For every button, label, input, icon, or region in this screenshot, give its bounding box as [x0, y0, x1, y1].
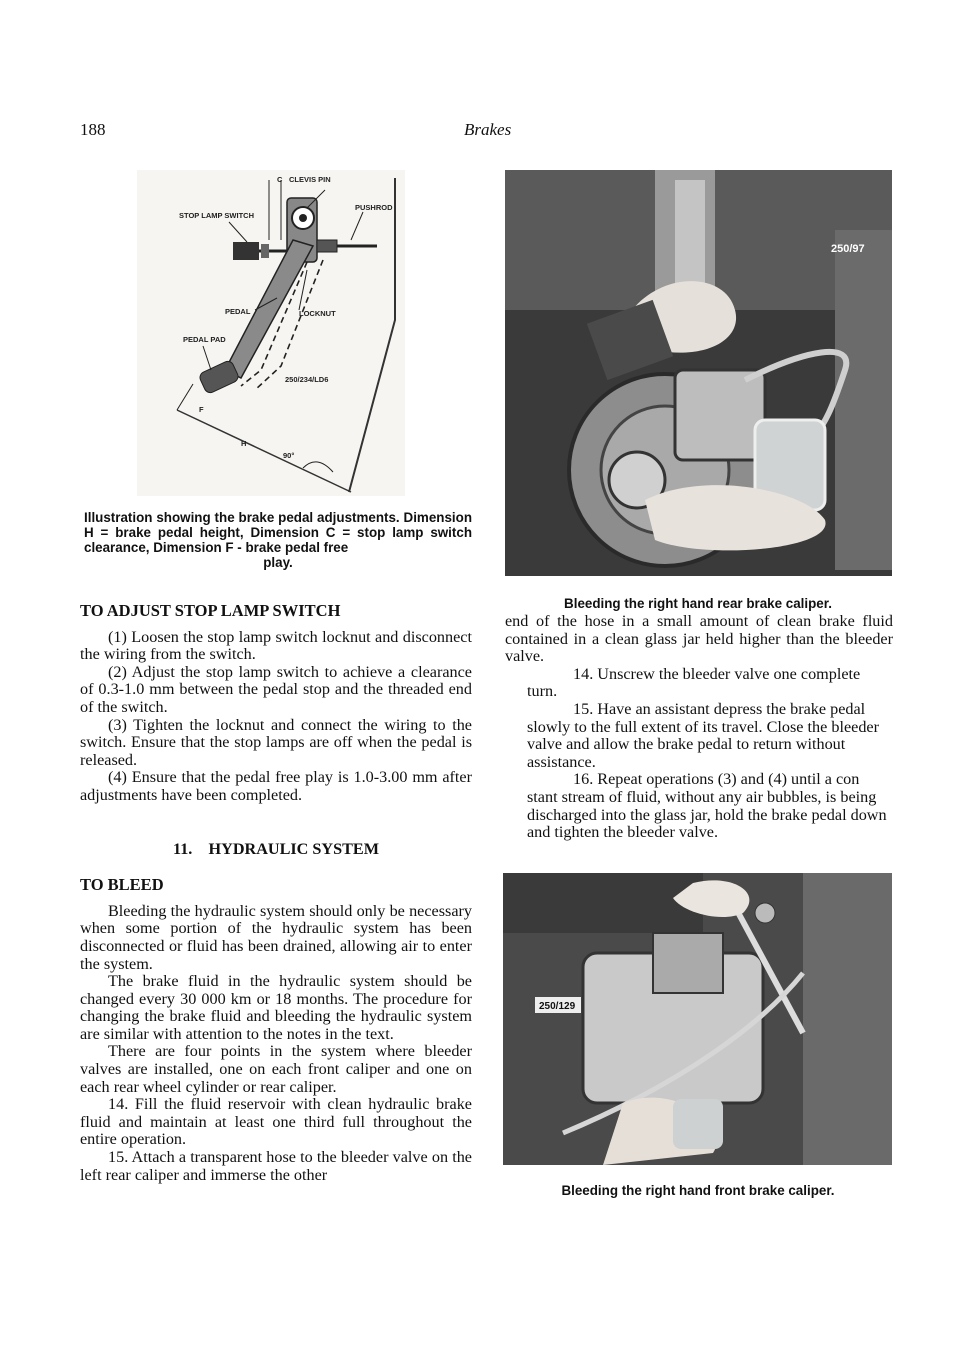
- pushrod-label: PUSHROD: [355, 203, 393, 212]
- bleed-continuation: end of the hose in a small amount of clean brake fluid contained in a clean glass jar held higher than the bleeder valve.: [505, 612, 893, 666]
- bleed-paragraph-1: Bleeding the hydraulic system should only be necessary when some portion of the hydraulic system has been disconnected or fluid has been drained, allowing air to enter the system.: [80, 901, 472, 973]
- pedal-caption-text: Illustration showing the brake pedal adjustments. Dimension H = brake pedal height, Dimension C = stop lamp switch clearance, Dimension F - brake pedal free: [84, 510, 472, 555]
- bleed-step-14: 14. Fill the fluid reservoir with clean hydraulic brake fluid and maintain at least one third full throughout the entire operation.: [80, 1095, 472, 1149]
- stop-lamp-heading: TO ADJUST STOP LAMP SWITCH: [80, 601, 341, 620]
- locknut-label: LOCKNUT: [299, 309, 336, 318]
- clevis-pin-label: CLEVIS PIN: [289, 175, 331, 184]
- dim-c-label: C: [277, 175, 283, 184]
- bleed-paragraph-3: There are four points in the system where bleeder valves are installed, one on each front caliper and one on each rear wheel cylinder or rear caliper.: [80, 1042, 472, 1096]
- pedal-label: PEDAL: [225, 307, 251, 316]
- left-column: [80, 602, 472, 1184]
- rear-caliper-photo: [505, 170, 892, 576]
- dim-h-label: H: [241, 439, 247, 448]
- bleed-step-16: 16. Repeat operations (3) and (4) until a con stant stream of fluid, without any air bubbles, is being discharged into the glass jar, hold the brake pedal down and tighten the bleeder valve.: [527, 770, 887, 842]
- front-photo-ref: 250/129: [539, 1001, 576, 1012]
- bleed-subheading: TO BLEED: [80, 875, 164, 895]
- front-caliper-caption: Bleeding the right hand front brake caliper.: [561, 1183, 835, 1198]
- right-column: [505, 613, 893, 842]
- stop-lamp-step-4: (4) Ensure that the pedal free play is 1.0-3.00 mm after adjustments have been completed.: [80, 768, 472, 804]
- page-number: 188: [80, 120, 106, 139]
- pedal-figure-caption: [84, 510, 472, 570]
- dim-f-label: F: [199, 405, 204, 414]
- pedal-pad-label: PEDAL PAD: [183, 335, 226, 344]
- pedal-diagram: [137, 170, 405, 496]
- diagram-ref-label: 250/234/LD6: [285, 375, 329, 384]
- running-title: Brakes: [464, 120, 512, 139]
- rear-photo-ref: 250/97: [831, 243, 865, 255]
- section-title: HYDRAULIC SYSTEM: [208, 839, 379, 858]
- pedal-caption-last-line: play.: [263, 555, 293, 570]
- stop-lamp-step-2: (2) Adjust the stop lamp switch to achieve a clearance of 0.3-1.0 mm between the pedal stop and the threaded end of the switch.: [80, 662, 472, 716]
- stop-lamp-switch-label: STOP LAMP SWITCH: [179, 211, 255, 220]
- angle-label: 90°: [283, 451, 295, 460]
- section-number: 11: [173, 839, 189, 858]
- stop-lamp-step-1: (1) Loosen the stop lamp switch locknut and disconnect the wiring from the switch.: [80, 627, 472, 664]
- bleed-paragraph-2: The brake fluid in the hydraulic system should be changed every 30 000 km or 18 months. The procedure for changing the brake fluid and bleeding the hydraulic system are similar with attention to the notes in the text.: [80, 972, 472, 1043]
- bleed-step-15b: 15. Have an assistant depress the brake pedal slowly to the full extent of its travel. Close the bleeder valve and allow the brake pedal to return without assistance.: [527, 699, 879, 771]
- rear-caliper-caption: Bleeding the right hand rear brake caliper.: [564, 596, 832, 611]
- bleed-step-15: 15. Attach a transparent hose to the bleeder valve on the left rear caliper and immerse the other: [80, 1148, 472, 1184]
- section-heading: 11. HYDRAULIC SYSTEM: [173, 839, 379, 858]
- bleed-step-14b: 14. Unscrew the bleeder valve one complete turn.: [527, 664, 861, 701]
- front-caliper-photo: [503, 873, 892, 1165]
- stop-lamp-step-3: (3) Tighten the locknut and connect the wiring to the switch. Ensure that the stop lamps are off when the pedal is released.: [80, 715, 472, 769]
